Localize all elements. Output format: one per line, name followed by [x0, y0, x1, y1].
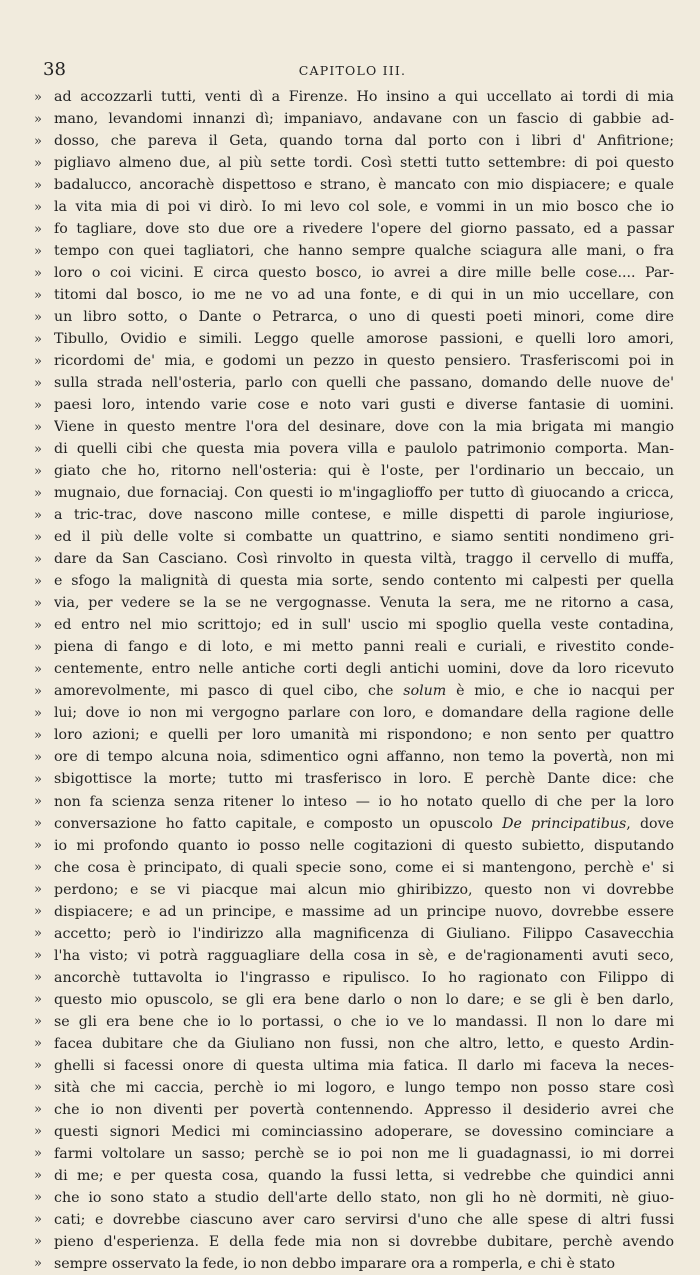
- text-line: [34, 196, 674, 218]
- line-text: ad accozzarli tutti, venti dì a Firenze. Ho insino a qui uccellato ai tordi di mia: [54, 89, 674, 105]
- line-text: sbigottisce la morte; tutto mi trasferisco in loro. E perchè Dante dice: che: [54, 771, 674, 788]
- text-line: [34, 1231, 674, 1253]
- line-text: fo tagliare, dove sto due ore a rivedere l'opere del giorno passato, ed a passar: [54, 221, 674, 238]
- quote-mark: »: [34, 89, 42, 105]
- quote-mark: »: [34, 243, 42, 259]
- quote-mark: »: [34, 970, 42, 986]
- line-text: pigliavo almeno due, al più sette tordi. Così stetti tutto settembre: di poi questo: [54, 155, 674, 172]
- line-text: piena di fango e di loto, e mi metto panni reali e curiali, e rivestito conde-: [54, 639, 674, 656]
- line-text: ancorchè tuttavolta io l'ingrasso e ripulisco. Io ho ragionato con Filippo di: [54, 969, 674, 986]
- text-line: [34, 835, 674, 857]
- line-text: Tibullo, Ovidio e simili. Leggo quelle amorose passioni, e quelli loro amori,: [54, 331, 674, 348]
- line-text: dare da San Casciano. Così rinvolto in questa viltà, traggo il cervello di muffa,: [54, 551, 674, 568]
- quote-mark: »: [34, 221, 42, 237]
- quote-mark: »: [34, 1058, 42, 1074]
- text-line: [34, 724, 674, 746]
- line-text: ghelli si facessi onore di questa ultima mia fatica. Il darlo mi faceva la neces-: [54, 1057, 674, 1074]
- text-line: [34, 504, 674, 526]
- text-line: [34, 746, 674, 768]
- text-line: [34, 284, 674, 306]
- line-text: facea dubitare che da Giuliano non fussi, non che altro, letto, e questo Ardin-: [54, 1035, 674, 1052]
- line-text: e sfogo la malignità di questa mia sorte, sendo contento mi calpesti per quella: [54, 573, 674, 590]
- quote-mark: »: [34, 551, 42, 567]
- text-line: [34, 1121, 674, 1143]
- quote-mark: »: [34, 639, 42, 655]
- line-text: io mi profondo quanto io posso nelle cogitazioni di questo subietto, disputando: [54, 837, 674, 854]
- text-line: [34, 548, 674, 570]
- line-text: ore di tempo alcuna noia, sdimentico ogni affanno, non temo la povertà, non mi: [54, 749, 674, 766]
- text-line: [34, 174, 674, 196]
- quote-mark: »: [34, 1234, 42, 1250]
- text-line: [34, 768, 674, 790]
- quote-mark: »: [34, 948, 42, 964]
- quote-mark: »: [34, 1124, 42, 1140]
- text-line: [34, 130, 674, 152]
- text-line: [34, 879, 674, 901]
- text-line: [34, 1077, 674, 1099]
- line-text: farmi voltolare un sasso; perchè se io poi non me li guadagnassi, io mi dorrei: [54, 1145, 674, 1162]
- text-line: [34, 857, 674, 879]
- text-line: [34, 989, 674, 1011]
- text-line: [34, 901, 674, 923]
- quote-mark: »: [34, 1212, 42, 1228]
- line-text: ricordomi de' mia, e godomi un pezzo in questo pensiero. Trasferiscomi poi in: [54, 353, 674, 370]
- quote-mark: »: [34, 1080, 42, 1096]
- quote-mark: »: [34, 309, 42, 325]
- text-line: [34, 240, 674, 262]
- text-line: [34, 262, 674, 284]
- line-text: perdono; e se vi piacque mai alcun mio ghiribizzo, questo non vi dovrebbe: [54, 881, 674, 898]
- text-line: [34, 218, 674, 240]
- page-header: [40, 59, 665, 83]
- quote-mark: »: [34, 882, 42, 898]
- text-line: [34, 702, 674, 724]
- quote-mark: »: [34, 926, 42, 942]
- page-number: 38: [43, 59, 66, 80]
- text-line: [34, 813, 674, 835]
- text-line: [34, 791, 674, 813]
- line-text: dosso, che pareva il Geta, quando torna dal porto con i libri d' Anfitrione;: [54, 133, 674, 150]
- quote-mark: »: [34, 794, 42, 809]
- quote-mark: »: [34, 617, 42, 633]
- quote-mark: »: [34, 177, 42, 193]
- line-text: di quelli cibi che questa mia povera villa e paulolo patrimonio comporta. Man-: [54, 441, 674, 458]
- text-line: [34, 86, 674, 108]
- quote-mark: »: [34, 463, 42, 479]
- quote-mark: »: [34, 155, 42, 171]
- text-line: [34, 460, 674, 482]
- line-text: questi signori Medici mi cominciassino adoperare, se dovessino cominciare a: [54, 1123, 674, 1140]
- text-line: [34, 923, 674, 945]
- line-text: badalucco, ancorachè dispettoso e strano, è mancato con mio dispiacere; e quale: [54, 177, 674, 194]
- line-text: che io non diventi per povertà contennendo. Appresso il desiderio avrei che: [54, 1101, 674, 1118]
- quote-mark: »: [34, 904, 42, 920]
- quote-mark: »: [34, 860, 42, 876]
- line-text: non fa scienza senza ritener lo inteso — io ho notato quello di che per la loro: [54, 793, 674, 810]
- line-text: sulla strada nell'osteria, parlo con quelli che passano, domando delle nuove de': [54, 375, 674, 392]
- text-line: [34, 1143, 674, 1165]
- quote-mark: »: [34, 661, 42, 677]
- line-text: ed il più delle volte si combatte un quattrino, e siamo sentiti nondimeno gri-: [54, 529, 674, 546]
- line-text: via, per vedere se la se ne vergognasse. Venuta la sera, me ne ritorno a casa,: [54, 595, 674, 612]
- quote-mark: »: [34, 771, 42, 787]
- quote-mark: »: [34, 397, 42, 413]
- quote-mark: »: [34, 1190, 42, 1206]
- text-line: [34, 438, 674, 460]
- quote-mark: »: [34, 1146, 42, 1162]
- line-text: che cosa è principato, di quali specie sono, come ei si mantengono, perchè e' si: [54, 859, 674, 876]
- quote-mark: »: [34, 595, 42, 611]
- quote-mark: »: [34, 485, 42, 501]
- quote-mark: »: [34, 133, 42, 149]
- line-text: centemente, entro nelle antiche corti degli antichi uomini, dove da loro ricevuto: [54, 661, 674, 678]
- line-text: cati; e dovrebbe ciascuno aver caro servirsi d'uno che alle spese di altri fussi: [54, 1211, 674, 1228]
- line-text: Viene in questo mentre l'ora del desinare, dove con la mia brigata mi mangio: [54, 419, 674, 436]
- quote-mark: »: [34, 441, 42, 457]
- text-line: [34, 1253, 674, 1275]
- text-line: [34, 328, 674, 350]
- text-line: [34, 108, 674, 130]
- text-line: [34, 526, 674, 548]
- quote-mark: »: [34, 265, 42, 281]
- text-line: [34, 1165, 674, 1187]
- quote-mark: »: [34, 1036, 42, 1052]
- text-line: [34, 570, 674, 592]
- quote-mark: »: [34, 331, 42, 347]
- quote-mark: »: [34, 1168, 42, 1184]
- quote-mark: »: [34, 1102, 42, 1118]
- line-text: mano, levandomi innanzi dì; impaniavo, andavane con un fascio di gabbie ad-: [54, 111, 674, 128]
- quote-mark: »: [34, 1014, 42, 1030]
- quote-mark: »: [34, 353, 42, 369]
- line-text: questo mio opuscolo, se gli era bene darlo o non lo dare; e se gli è ben darlo,: [54, 991, 674, 1008]
- text-line: [34, 350, 674, 372]
- line-text: un libro sotto, o Dante o Petrarca, o uno di questi poeti minori, come dire: [54, 309, 674, 326]
- quote-mark: »: [34, 838, 42, 854]
- quote-mark: »: [34, 727, 42, 743]
- quote-mark: »: [34, 375, 42, 391]
- quote-mark: »: [34, 816, 42, 832]
- line-text: se gli era bene che io lo portassi, o che io ve lo mandassi. Il non lo dare mi: [54, 1013, 674, 1030]
- text-line: [34, 306, 674, 328]
- line-text: paesi loro, intendo varie cose e noto vari gusti e diverse fantasie di uomini.: [54, 397, 674, 414]
- line-text: lui; dove io non mi vergogno parlare con loro, e domandare della ragione delle: [54, 705, 674, 722]
- quote-mark: »: [34, 992, 42, 1008]
- text-line: [34, 592, 674, 614]
- line-text: sità che mi caccia, perchè io mi logoro, e lungo tempo non posso stare così: [54, 1079, 674, 1096]
- line-text: l'ha visto; vi potrà ragguagliare della cosa in sè, e de'ragionamenti avuti seco,: [54, 947, 674, 964]
- line-text: sempre osservato la fede, io non debbo imparare ora a romperla, e chi è stato: [54, 1255, 616, 1272]
- quote-mark: »: [34, 199, 42, 215]
- line-text: titomi dal bosco, io me ne vo ad una fonte, e di qui in un mio uccellare, con: [54, 287, 674, 304]
- line-text: accetto; però io l'indirizzo alla magnificenza di Giuliano. Filippo Casavecchia: [54, 925, 674, 942]
- quote-mark: »: [34, 1256, 42, 1272]
- text-line: [34, 1099, 674, 1121]
- line-text: a tric-trac, dove nascono mille contese, e mille dispetti di parole ingiuriose,: [54, 507, 674, 524]
- line-text: pieno d'esperienza. E della fede mia non si dovrebbe dubitare, perchè avendo: [54, 1233, 674, 1250]
- text-line: [34, 945, 674, 967]
- text-line: [34, 636, 674, 658]
- text-line: [34, 1011, 674, 1033]
- quote-mark: »: [34, 287, 42, 303]
- text-line: [34, 1055, 674, 1077]
- line-text: mugnaio, due fornaciaj. Con questi io m'ingaglioffo per tutto dì giuocando a cricca,: [54, 485, 674, 502]
- quote-mark: »: [34, 419, 42, 435]
- quote-mark: »: [34, 683, 42, 699]
- line-text: loro azioni; e quelli per loro umanità mi rispondono; e non sento per quattro: [54, 727, 674, 744]
- line-text: dispiacere; e ad un principe, e massime ad un principe nuovo, dovrebbe essere: [54, 903, 674, 920]
- line-text: di me; e per questa cosa, quando la fussi letta, si vedrebbe che quindici anni: [54, 1167, 674, 1184]
- quote-mark: »: [34, 111, 42, 127]
- quote-mark: »: [34, 749, 42, 765]
- text-line: [34, 482, 674, 504]
- line-text: loro o coi vicini. E circa questo bosco, io avrei a dire mille belle cose.... Par-: [54, 265, 674, 282]
- line-text: amorevolmente, mi pasco di quel cibo, che solum è mio, e che io nacqui per: [54, 683, 674, 700]
- text-line: [34, 658, 674, 680]
- text-line: [34, 967, 674, 989]
- text-line: [34, 1187, 674, 1209]
- line-text: giato che ho, ritorno nell'osteria: qui è l'oste, per l'ordinario un beccaio, un: [54, 463, 674, 480]
- text-line: [34, 614, 674, 636]
- quote-mark: »: [34, 705, 42, 721]
- text-line: [34, 680, 674, 702]
- italic-phrase: solum: [403, 683, 447, 700]
- line-text: ed entro nel mio scrittojo; ed in sull' uscio mi spoglio quella veste contadina,: [54, 617, 674, 634]
- text-line: [34, 1209, 674, 1231]
- line-text: tempo con quei tagliatori, che hanno sempre qualche sciagura alle mani, o fra: [54, 243, 674, 260]
- line-text: conversazione ho fatto capitale, e composto un opuscolo De principatibus, dove: [54, 815, 674, 832]
- text-line: [34, 394, 674, 416]
- body-text: [34, 86, 674, 1275]
- text-line: [34, 152, 674, 174]
- text-line: [34, 1033, 674, 1055]
- quote-mark: »: [34, 573, 42, 589]
- italic-phrase: De principatibus: [502, 815, 627, 832]
- line-text: che io sono stato a studio dell'arte dello stato, non gli ho nè dormiti, nè giuo-: [54, 1189, 674, 1206]
- line-text: la vita mia di poi vi dirò. Io mi levo col sole, e vommi in un mio bosco che io: [54, 199, 674, 216]
- quote-mark: »: [34, 529, 42, 545]
- quote-mark: »: [34, 507, 42, 523]
- text-line: [34, 416, 674, 438]
- text-line: [34, 372, 674, 394]
- running-title: CAPITOLO III.: [298, 63, 407, 78]
